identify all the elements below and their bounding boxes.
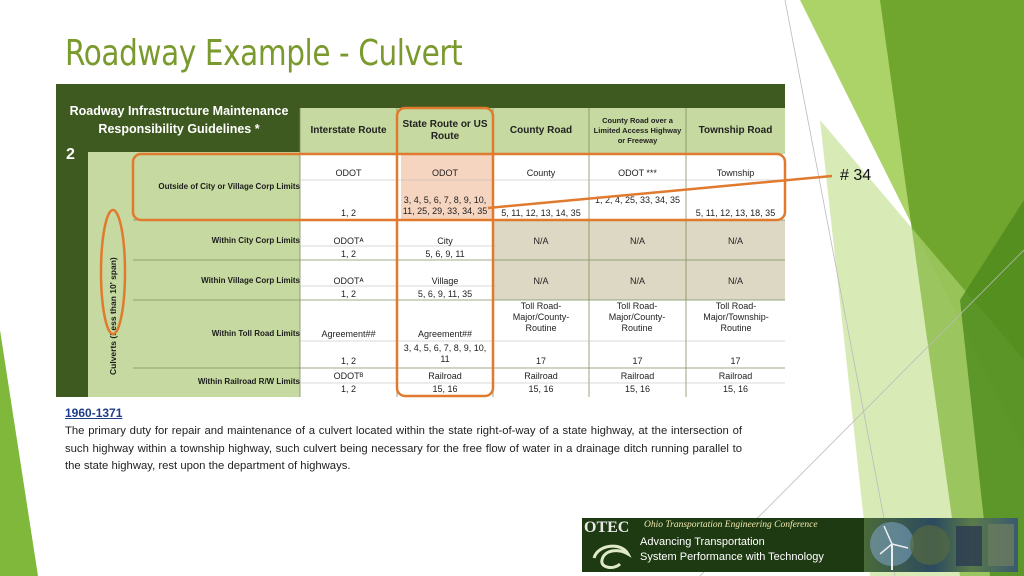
row-label-railroad: Within Railroad R/W Limits — [197, 377, 300, 386]
side-marker: 2 — [66, 146, 75, 163]
cell-r3-c1-bottom: 3, 4, 5, 6, 7, 8, 9, 10, 11 — [403, 343, 487, 364]
otec-logo: OTEC — [584, 519, 630, 536]
cell-r4-c1-bottom: 15, 16 — [432, 384, 458, 394]
cell-r3-c4-bottom: 17 — [730, 356, 741, 366]
conference-banner — [582, 518, 1018, 572]
cell-r0-c0-bottom: 1, 2 — [340, 208, 356, 218]
cell-r3-c3-top: Toll Road- Major/County- Routine — [608, 301, 666, 333]
cell-r3-c2-top: Toll Road- Major/County- Routine — [512, 301, 570, 333]
cell-r0-c1-top: ODOT — [432, 168, 458, 178]
cell-r2-c3-top: N/A — [629, 276, 645, 286]
cell-r3-c3-bottom: 17 — [632, 356, 643, 366]
outside-corp-row-highlight — [133, 154, 785, 220]
culverts-label-highlight — [101, 210, 125, 375]
banner-photo-strip — [864, 518, 1018, 572]
banner-line-1: Advancing Transportation — [640, 536, 765, 548]
cell-r4-c1-top: Railroad — [428, 371, 462, 381]
cell-r3-c1-top: Agreement## — [417, 329, 473, 339]
cell-r0-c0-top: ODOT — [335, 168, 362, 178]
column-header-state-route: State Route or US Route — [402, 119, 488, 142]
cell-r3-c2-bottom: 17 — [535, 356, 546, 366]
cell-r2-c1-top: Village — [431, 276, 459, 286]
row-label-toll-road: Within Toll Road Limits — [211, 329, 300, 338]
cell-r0-c2-bottom: 5, 11, 12, 13, 14, 35 — [501, 208, 581, 218]
cell-r2-c0-bottom: 1, 2 — [340, 289, 356, 299]
cell-r0-c2-top: County — [526, 168, 556, 178]
row-label-village-corp: Within Village Corp Limits — [201, 276, 300, 285]
cell-r2-c2-top: N/A — [533, 276, 549, 286]
column-header-township-road: Township Road — [698, 125, 773, 136]
callout-number: # 34 — [840, 167, 872, 184]
column-header-county-over-highway: County Road over a Limited Access Highway or Freeway — [593, 116, 682, 145]
cell-r0-c3-top: ODOT *** — [618, 168, 657, 178]
cell-r0-c4-top: Township — [716, 168, 755, 178]
cell-r1-c1-bottom: 5, 6, 9, 11 — [425, 249, 465, 259]
cell-r4-c0-bottom: 1, 2 — [340, 384, 356, 394]
row-label-city-corp: Within City Corp Limits — [211, 236, 300, 245]
cell-r4-c2-top: Railroad — [524, 371, 558, 381]
cell-r1-c4-top: N/A — [727, 236, 743, 246]
reference-paragraph: The primary duty for repair and maintenance of a culvert located within the state right-of-way of a state highway, at the intersection of such highway within a township highway, such culvert being necessary for the free flow of water in a drainage ditch running parallel to the state highway, rest upon the department of highways. — [65, 425, 742, 472]
cell-r3-c0-top: Agreement## — [321, 329, 376, 339]
cell-r0-c3-bottom: 1, 2, 4, 25, 33, 34, 35 — [594, 195, 681, 205]
cell-r4-c4-top: Railroad — [718, 371, 753, 381]
cell-r4-c3-top: Railroad — [620, 371, 655, 381]
cell-r0-c4-bottom: 5, 11, 12, 13, 18, 35 — [695, 208, 776, 218]
swirl-logo-icon — [588, 540, 634, 570]
cell-r4-c2-bottom: 15, 16 — [528, 384, 554, 394]
cell-r0-c1-bottom: 3, 4, 5, 6, 7, 8, 9, 10, 11, 25, 29, 33, 34, 35 — [402, 195, 488, 216]
cell-r4-c4-bottom: 15, 16 — [722, 384, 749, 394]
conference-name: Ohio Transportation Engineering Conference — [644, 520, 818, 530]
cell-r2-c0-top: ODOTᴬ — [333, 276, 364, 286]
cell-r1-c1-top: City — [437, 236, 453, 246]
cell-r1-c3-top: N/A — [629, 236, 645, 246]
column-header-county-road: County Road — [509, 125, 573, 136]
slide-title: Roadway Example - Culvert — [65, 33, 463, 74]
cell-r1-c0-bottom: 1, 2 — [340, 249, 356, 259]
cell-r2-c1-bottom: 5, 6, 9, 11, 35 — [417, 289, 473, 299]
reference-link[interactable]: 1960-1371 — [65, 406, 123, 420]
cell-r1-c2-top: N/A — [533, 236, 549, 246]
table-header-title: Roadway Infrastructure Maintenance Responsibility Guidelines * — [69, 104, 289, 136]
cell-r3-c0-bottom: 1, 2 — [340, 356, 356, 366]
state-route-column-highlight — [397, 108, 493, 396]
cell-r4-c0-top: ODOTᴮ — [333, 371, 364, 381]
cell-r2-c4-top: N/A — [727, 276, 743, 286]
callout-pointer-line — [488, 176, 832, 208]
row-label-outside-corp: Outside of City or Village Corp Limits — [158, 182, 300, 191]
cell-r4-c3-bottom: 15, 16 — [624, 384, 651, 394]
vertical-culverts-label: Culverts (Less than 10' span) — [108, 257, 118, 375]
banner-line-2: System Performance with Technology — [640, 551, 824, 563]
cell-r1-c0-top: ODOTᴬ — [333, 236, 364, 246]
wind-turbine-icon — [864, 518, 1018, 572]
cell-r3-c4-top: Toll Road- Major/Township- Routine — [703, 301, 769, 333]
column-header-interstate: Interstate Route — [310, 125, 387, 136]
